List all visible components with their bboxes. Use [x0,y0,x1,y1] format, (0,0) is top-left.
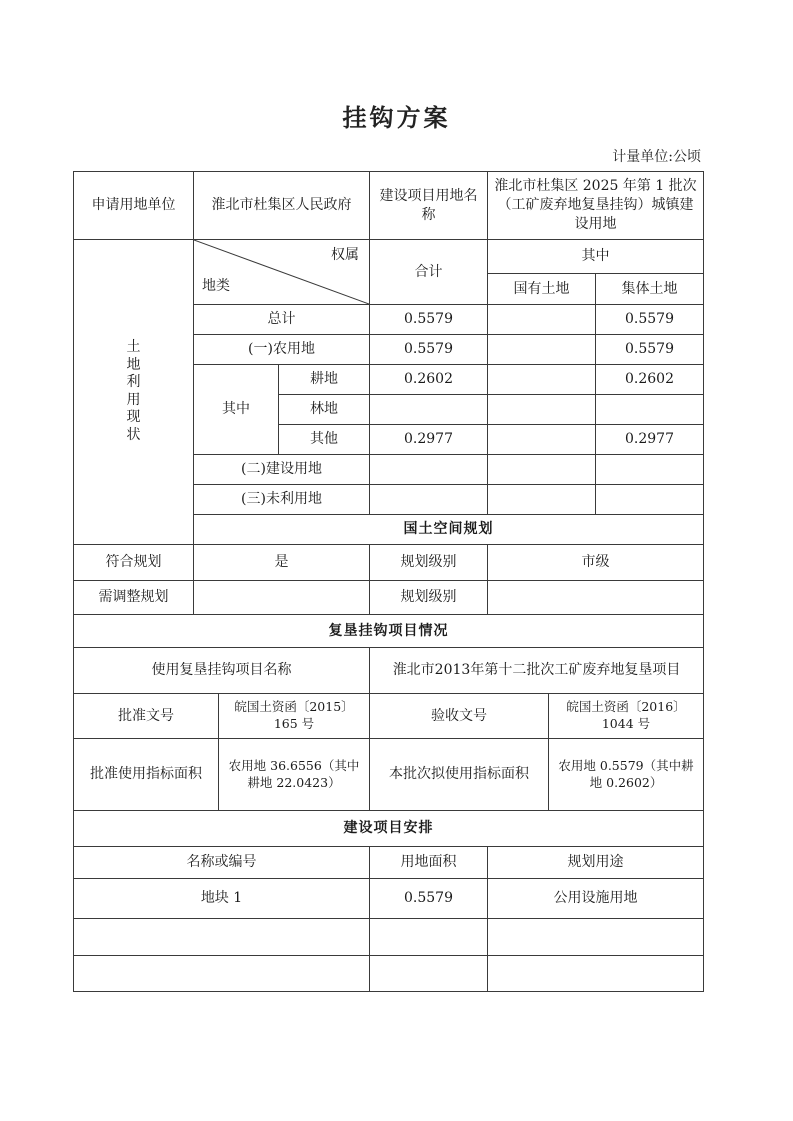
of-which-label: 其中 [194,365,279,455]
row-arable-sum: 0.2602 [370,365,488,395]
arrangement-row-area: 0.5579 [370,879,488,919]
planned-area-label: 本批次拟使用指标面积 [370,739,549,811]
row-farmland-collective: 0.5579 [596,335,704,365]
row-other-collective: 0.2977 [596,425,704,455]
row-construction-state [488,455,596,485]
row-arable-collective: 0.2602 [596,365,704,395]
conform-planning-value: 是 [194,545,370,581]
approval-doc-label: 批准文号 [74,694,219,739]
measurement-unit: 计量单位:公顷 [612,149,701,165]
arrangement-header-area: 用地面积 [370,847,488,879]
row-unused-label: (三)未利用地 [194,485,370,515]
land-type-ownership-header [194,240,370,305]
row-unused-collective [596,485,704,515]
arrangement-row-name [74,956,370,992]
arrangement-row-use [488,956,704,992]
approved-area-label: 批准使用指标面积 [74,739,219,811]
state-land-header: 国有土地 [488,274,596,305]
applicant-value: 淮北市杜集区人民政府 [194,172,370,240]
row-construction-label: (二)建设用地 [194,455,370,485]
arrangement-row-area [370,919,488,956]
collective-land-header: 集体土地 [596,274,704,305]
row-total-state [488,305,596,335]
reclamation-section-title: 复垦挂钩项目情况 [74,615,704,648]
land-type-header: 地类 [202,278,230,295]
reclamation-project-name-value: 淮北市2013年第十二批次工矿废弃地复垦项目 [370,648,704,694]
applicant-label: 申请用地单位 [74,172,194,240]
row-unused-sum [370,485,488,515]
table-row [74,879,704,919]
hook-plan-form [73,171,704,992]
acceptance-doc-value: 皖国土资函〔2016〕1044 号 [549,694,704,739]
arrangement-row-name [74,919,370,956]
row-unused-state [488,485,596,515]
adjust-planning-value [194,581,370,615]
arrangement-row-use: 公用设施用地 [488,879,704,919]
row-other-sum: 0.2977 [370,425,488,455]
adjust-planning-level-value [488,581,704,615]
row-forest-collective [596,395,704,425]
arrangement-row-name: 地块 1 [74,879,370,919]
reclamation-project-name-label: 使用复垦挂钩项目名称 [74,648,370,694]
arrangement-row-area [370,956,488,992]
row-total-collective: 0.5579 [596,305,704,335]
adjust-planning-level-label: 规划级别 [370,581,488,615]
row-construction-collective [596,455,704,485]
project-name-value: 淮北市杜集区 2025 年第 1 批次（工矿废弃地复垦挂钩）城镇建设用地 [488,172,704,240]
project-name-label: 建设项目用地名称 [370,172,488,240]
ownership-header: 权属 [331,247,359,263]
row-total-sum: 0.5579 [370,305,488,335]
total-header: 合计 [370,240,488,305]
planning-section-title: 国土空间规划 [194,515,704,545]
land-use-side-label [74,240,194,545]
planning-level-value: 市级 [488,545,704,581]
row-forest-label: 林地 [279,395,370,425]
land-use-side-text: 土地利用现状 [126,339,141,443]
approval-doc-value: 皖国土资函〔2015〕165 号 [219,694,370,739]
table-row [74,956,704,992]
planning-level-label: 规划级别 [370,545,488,581]
row-arable-state [488,365,596,395]
conform-planning-label: 符合规划 [74,545,194,581]
row-forest-sum [370,395,488,425]
arrangement-row-use [488,919,704,956]
acceptance-doc-label: 验收文号 [370,694,549,739]
row-farmland-sum: 0.5579 [370,335,488,365]
arrangement-section-title: 建设项目安排 [74,811,704,847]
approved-area-value: 农用地 36.6556（其中耕地 22.0423） [219,739,370,811]
arrangement-header-name: 名称或编号 [74,847,370,879]
row-forest-state [488,395,596,425]
arrangement-header-use: 规划用途 [488,847,704,879]
row-farmland-label: (一)农用地 [194,335,370,365]
page-title: 挂钩方案 [342,104,451,132]
row-other-state [488,425,596,455]
table-row [74,919,704,956]
of-which-header: 其中 [488,240,704,274]
row-construction-sum [370,455,488,485]
row-farmland-state [488,335,596,365]
row-other-label: 其他 [279,425,370,455]
row-total-label: 总计 [194,305,370,335]
planned-area-value: 农用地 0.5579（其中耕地 0.2602） [549,739,704,811]
adjust-planning-label: 需调整规划 [74,581,194,615]
row-arable-label: 耕地 [279,365,370,395]
